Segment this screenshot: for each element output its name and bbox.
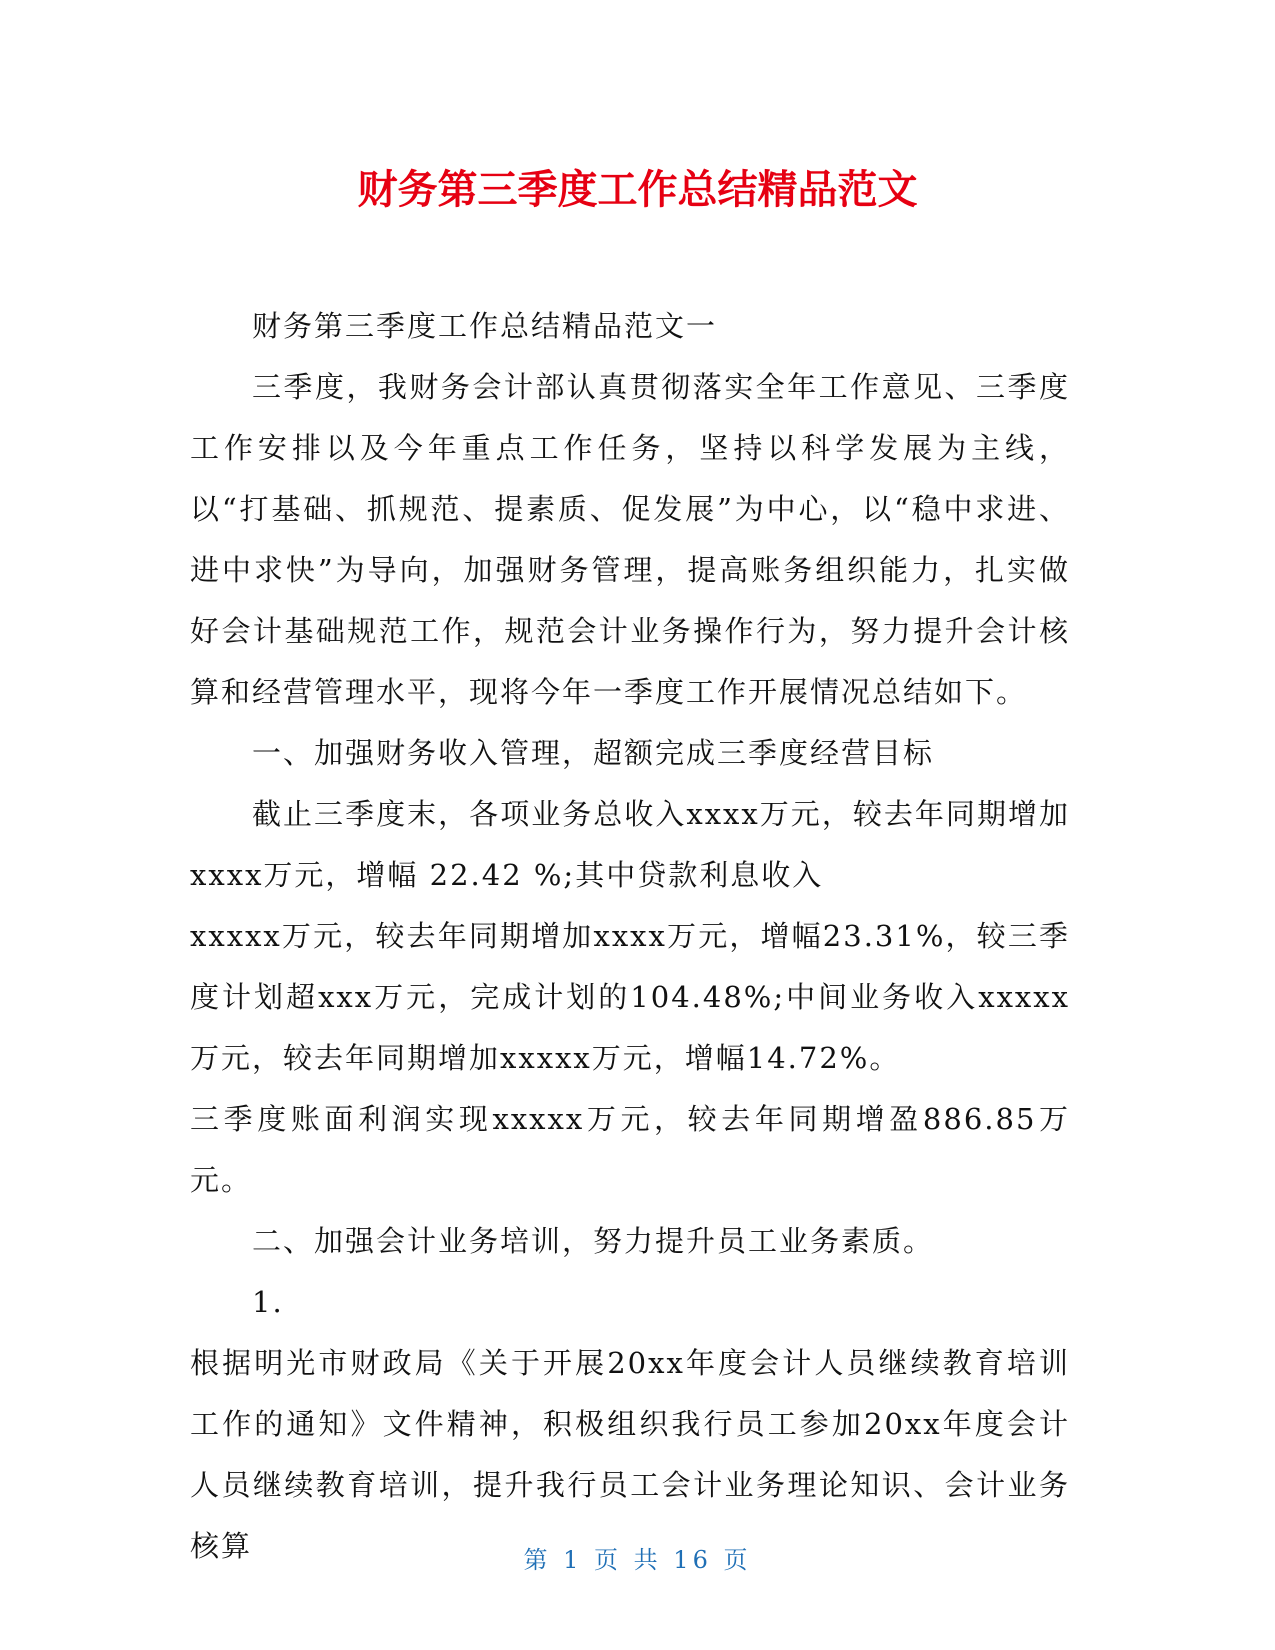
intro-paragraph: 三季度，我财务会计部认真贯彻落实全年工作意见、三季度工作安排以及今年重点工作任务，坚持以科学发展为主线，以“打基础、抓规范、提素质、促发展”为中心，以“稳中求进、进中求快”为导向，加强财务管理，提高账务组织能力，扎实做好会计基础规范工作，规范会计业务操作行为，努力提升会计核算和经营管理水平，现将今年一季度工作开展情况总结如下。 <box>190 370 1070 709</box>
training-paragraph: 根据明光市财政局《关于开展20xx年度会计人员继续教育培训工作的通知》文件精神，积极组织我行员工参加20xx年度会计人员继续教育培训，提升我行员工会计业务理论知识、会计业务核算 <box>190 1346 1070 1563</box>
revenue-paragraph: 截止三季度末，各项业务总收入xxxx万元，较去年同期增加xxxx万元，增幅 22.42 %;其中贷款利息收入 <box>190 797 1070 892</box>
section-heading-example-one: 财务第三季度工作总结精品范文一 <box>252 309 718 343</box>
page-footer: 第 1 页 共 16 页 <box>523 1546 752 1574</box>
document-body <box>190 296 1070 1577</box>
document-title: 财务第三季度工作总结精品范文 <box>357 167 918 213</box>
profit-paragraph: 三季度账面利润实现xxxxx万元，较去年同期增盈886.85万元。 <box>190 1102 1070 1197</box>
section-heading-two: 二、加强会计业务培训，努力提升员工业务素质。 <box>252 1224 935 1258</box>
list-number-one: 1. <box>252 1285 284 1319</box>
interest-income-paragraph: xxxxx万元，较去年同期增加xxxx万元，增幅23.31%，较三季度计划超xxx万元，完成计划的104.48%;中间业务收入xxxxx万元，较去年同期增加xxxxx万元，增幅14.72%。 <box>190 919 1070 1075</box>
section-heading-one: 一、加强财务收入管理，超额完成三季度经营目标 <box>252 736 935 770</box>
